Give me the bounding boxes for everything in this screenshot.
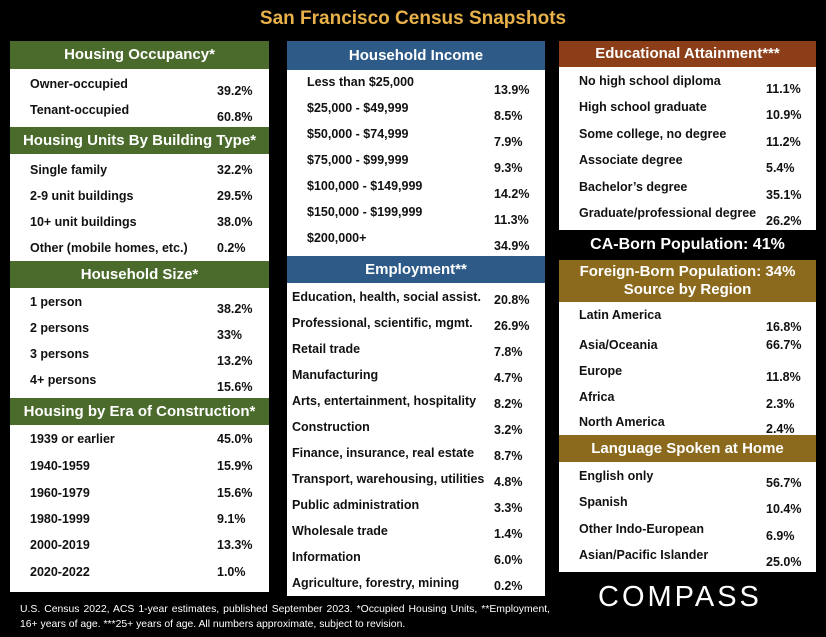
row-label: $50,000 - $74,999	[307, 127, 409, 141]
row-label: High school graduate	[579, 100, 707, 114]
row-label: 10+ unit buildings	[30, 215, 137, 229]
row-value: 6.0%	[494, 553, 523, 567]
row-value: 16.8%	[766, 320, 802, 334]
row-value: 33%	[217, 328, 243, 342]
row-value: 3.2%	[494, 423, 523, 437]
row-value: 29.5%	[217, 189, 253, 203]
row-value: 14.2%	[494, 187, 530, 201]
row-value: 0.2%	[217, 241, 246, 255]
row-label: Other Indo-European	[579, 522, 704, 536]
row-value: 10.9%	[766, 108, 802, 122]
row-label: Asia/Oceania	[579, 338, 658, 352]
language-header: Language Spoken at Home	[559, 435, 816, 462]
row-label: Agriculture, forestry, mining	[292, 576, 460, 590]
row-label: Arts, entertainment, hospitality	[292, 394, 477, 408]
row-value: 4.8%	[494, 475, 523, 489]
row-value: 45.0%	[217, 432, 253, 446]
row-label: Spanish	[579, 495, 628, 509]
row-label: 1 person	[30, 295, 83, 309]
row-label: Professional, scientific, mgmt.	[292, 316, 473, 330]
row-value: 3.3%	[494, 501, 523, 515]
employment-panel	[287, 283, 545, 596]
row-label: Information	[292, 550, 361, 564]
row-label: Associate degree	[579, 153, 683, 167]
row-value: 6.9%	[766, 529, 795, 543]
foreign-born-panel	[559, 302, 816, 435]
row-label: $150,000 - $199,999	[307, 205, 423, 219]
row-value: 5.4%	[766, 161, 795, 175]
row-value: 7.8%	[494, 345, 523, 359]
row-label: 1980-1999	[30, 512, 90, 526]
row-value: 34.9%	[494, 239, 530, 253]
household-size-header: Household Size*	[10, 261, 269, 288]
row-value: 20.8%	[494, 293, 530, 307]
row-label: $75,000 - $99,999	[307, 153, 409, 167]
row-value: 8.5%	[494, 109, 523, 123]
row-value: 11.2%	[766, 135, 801, 149]
row-value: 66.7%	[766, 338, 802, 352]
page-title: San Francisco Census Snapshots	[259, 8, 567, 29]
row-value: 10.4%	[766, 502, 802, 516]
row-label: Other (mobile homes, etc.)	[30, 241, 188, 255]
row-value: 15.9%	[217, 459, 253, 473]
row-value: 35.1%	[766, 188, 802, 202]
row-value: 60.8%	[217, 110, 253, 124]
row-label: Education, health, social assist.	[292, 290, 481, 304]
compass-logo: COMPASS	[598, 581, 762, 613]
row-value: 25.0%	[766, 555, 802, 569]
row-label: $25,000 - $49,999	[307, 101, 409, 115]
row-label: Owner-occupied	[30, 77, 128, 91]
employment-header: Employment**	[287, 256, 545, 283]
row-label: 1940-1959	[30, 459, 90, 473]
row-value: 32.2%	[217, 163, 253, 177]
row-label: Bachelor’s degree	[579, 180, 688, 194]
row-value: 11.3%	[494, 213, 529, 227]
building-type-header: Housing Units By Building Type*	[10, 127, 269, 154]
row-value: 8.2%	[494, 397, 523, 411]
row-label: Transport, warehousing, utilities	[292, 472, 485, 486]
row-label: $200,000+	[307, 231, 367, 245]
row-value: 26.2%	[766, 214, 802, 228]
building-type-panel	[10, 154, 269, 261]
row-label: Africa	[579, 390, 615, 404]
row-label: English only	[579, 469, 654, 483]
row-value: 38.2%	[217, 302, 253, 316]
income-header: Household Income	[287, 41, 545, 70]
row-label: Less than $25,000	[307, 75, 415, 89]
row-value: 2.4%	[766, 422, 795, 436]
era-panel	[10, 425, 269, 592]
row-value: 15.6%	[217, 380, 253, 394]
row-value: 9.1%	[217, 512, 246, 526]
foreign-born-header	[559, 260, 816, 302]
row-value: 13.2%	[217, 354, 253, 368]
row-label: 2 persons	[30, 321, 90, 335]
row-value: 11.1%	[766, 82, 801, 96]
row-label: 2000-2019	[30, 538, 90, 552]
row-label: 2020-2022	[30, 565, 90, 579]
row-label: 1960-1979	[30, 486, 90, 500]
row-label: Wholesale trade	[292, 524, 388, 538]
ca-born-banner: CA-Born Population: 41%	[559, 230, 816, 260]
row-label: 4+ persons	[30, 373, 97, 387]
row-value: 4.7%	[494, 371, 523, 385]
row-label: Europe	[579, 364, 623, 378]
row-label: Manufacturing	[292, 368, 379, 382]
foreign-born-title: Foreign-Born Population: 34%	[579, 263, 796, 280]
row-label: Asian/Pacific Islander	[579, 548, 709, 562]
row-label: 3 persons	[30, 347, 90, 361]
row-label: No high school diploma	[579, 74, 721, 88]
row-label: Retail trade	[292, 342, 361, 356]
row-label: 2-9 unit buildings	[30, 189, 134, 203]
row-value: 26.9%	[494, 319, 530, 333]
row-label: Construction	[292, 420, 370, 434]
row-value: 15.6%	[217, 486, 253, 500]
row-value: 8.7%	[494, 449, 523, 463]
education-header: Educational Attainment***	[559, 41, 816, 67]
row-value: 7.9%	[494, 135, 523, 149]
row-label: 1939 or earlier	[30, 432, 115, 446]
row-value: 1.4%	[494, 527, 523, 541]
housing-occupancy-panel	[10, 69, 269, 127]
education-panel	[559, 67, 816, 230]
foreign-born-subtitle: Source by Region	[623, 281, 752, 298]
income-panel	[287, 70, 545, 256]
row-value: 38.0%	[217, 215, 253, 229]
row-value: 0.2%	[494, 579, 523, 593]
row-value: 11.8%	[766, 370, 801, 384]
row-label: Latin America	[579, 308, 662, 322]
row-value: 56.7%	[766, 476, 802, 490]
row-label: Tenant-occupied	[30, 103, 130, 117]
household-size-panel	[10, 288, 269, 398]
row-value: 2.3%	[766, 397, 795, 411]
source-footnote: U.S. Census 2022, ACS 1-year estimates, published September 2023. *Occupied Housing Units, **Employment, 16+ years of age. ***25+ years of age. All numbers approximate, subject to revision.	[20, 604, 550, 630]
row-value: 1.0%	[217, 565, 246, 579]
row-value: 13.3%	[217, 538, 253, 552]
row-value: 39.2%	[217, 84, 253, 98]
language-panel	[559, 462, 816, 572]
row-label: Finance, insurance, real estate	[292, 446, 475, 460]
era-header: Housing by Era of Construction*	[10, 398, 269, 425]
row-label: Some college, no degree	[579, 127, 727, 141]
row-label: Single family	[30, 163, 108, 177]
housing-occupancy-header: Housing Occupancy*	[10, 41, 269, 69]
row-label: North America	[579, 415, 665, 429]
row-label: $100,000 - $149,999	[307, 179, 423, 193]
row-label: Graduate/professional degree	[579, 206, 757, 220]
row-value: 13.9%	[494, 83, 530, 97]
row-value: 9.3%	[494, 161, 523, 175]
row-label: Public administration	[292, 498, 420, 512]
